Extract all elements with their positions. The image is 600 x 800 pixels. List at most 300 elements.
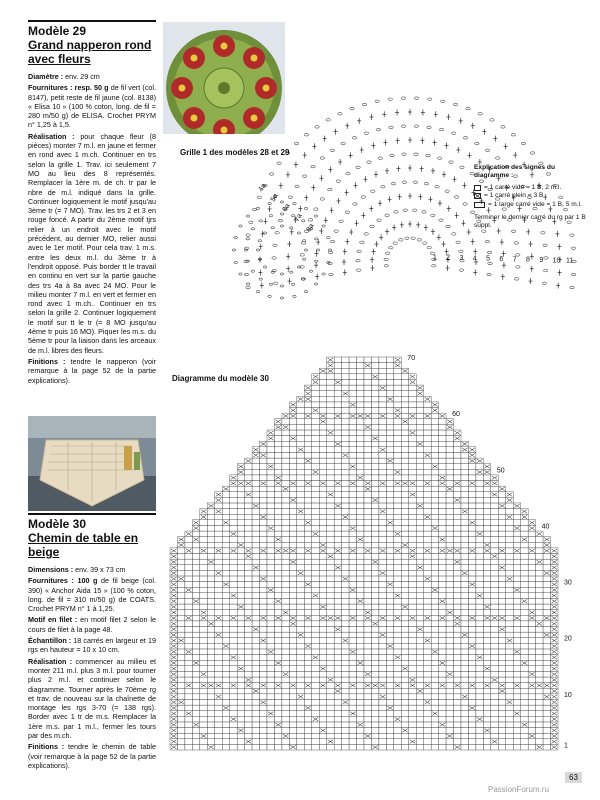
filet-cell [409, 396, 416, 402]
filet-cell [416, 497, 423, 503]
filet-cell [416, 525, 423, 531]
filet-cell [379, 739, 386, 745]
round-a-label: 6a [281, 202, 292, 213]
filet-cell [424, 733, 431, 739]
filet-cell [394, 385, 401, 391]
filet-cell [342, 525, 349, 531]
filet-cell [476, 683, 483, 689]
filet-cell [371, 402, 378, 408]
filet-cell [260, 565, 267, 571]
filet-cell [439, 716, 446, 722]
filet-cell [498, 677, 505, 683]
filet-cell [521, 615, 528, 621]
chain-stitch-mark [280, 213, 284, 215]
filet-cell [543, 677, 550, 683]
filet-cell [237, 554, 244, 560]
filet-cell [297, 537, 304, 543]
filet-cell [245, 497, 252, 503]
filet-cell [476, 666, 483, 672]
filet-cell [304, 744, 311, 750]
filet-cell [274, 486, 281, 492]
filet-cell [192, 638, 199, 644]
filet-cell [312, 638, 319, 644]
filet-cell [319, 396, 326, 402]
chain-stitch-mark [446, 225, 450, 227]
filet-cell [401, 705, 408, 711]
filet-cell [230, 739, 237, 745]
chain-stitch-mark [322, 225, 326, 227]
filet-cell [386, 733, 393, 739]
filet-cell [245, 694, 252, 700]
filet-cell [327, 632, 334, 638]
filet-cell [439, 525, 446, 531]
filet-cell [177, 593, 184, 599]
filet-cell [528, 582, 535, 588]
filet-cell [446, 436, 453, 442]
filet-cell [521, 728, 528, 734]
filet-cell [297, 531, 304, 537]
filet-cell [357, 385, 364, 391]
filet-cell [483, 677, 490, 683]
filet-cell [230, 610, 237, 616]
filet-cell [386, 537, 393, 543]
filet-cell [386, 711, 393, 717]
filet-cell [230, 638, 237, 644]
chain-stitch-mark [280, 285, 284, 287]
filet-cell [357, 531, 364, 537]
filet-cell [349, 531, 356, 537]
filet-cell [364, 565, 371, 571]
filet-cell [416, 464, 423, 470]
chain-stitch-mark [314, 208, 318, 210]
filet-cell [386, 666, 393, 672]
filet-cell [528, 626, 535, 632]
filet-cell [252, 492, 259, 498]
filet-cell [357, 525, 364, 531]
filet-cell [304, 436, 311, 442]
filet-cell [342, 481, 349, 487]
filet-cell [439, 559, 446, 565]
filet-cell [424, 598, 431, 604]
filet-cell [274, 441, 281, 447]
filet-cell [468, 570, 475, 576]
chain-stitch-mark [378, 157, 382, 159]
filet-cell [245, 699, 252, 705]
filet-cell [304, 576, 311, 582]
filet-cell [230, 559, 237, 565]
filet-cell [245, 587, 252, 593]
filet-cell [304, 452, 311, 458]
filet-cell [386, 649, 393, 655]
round-a-label: 4a [257, 182, 268, 193]
filet-cell [536, 582, 543, 588]
filet-cell [282, 565, 289, 571]
filet-cell [439, 733, 446, 739]
filet-cell [431, 739, 438, 745]
filet-cell [274, 744, 281, 750]
filet-cell [386, 542, 393, 548]
filet-cell [536, 655, 543, 661]
filet-cell [431, 486, 438, 492]
filet-cell [222, 509, 229, 515]
filet-cell [513, 593, 520, 599]
filet-cell [446, 565, 453, 571]
filet-cell [192, 559, 199, 565]
filet-cell [386, 464, 393, 470]
filet-cell [454, 554, 461, 560]
filet-cell [371, 486, 378, 492]
filet-cell [342, 565, 349, 571]
filet-cell [177, 671, 184, 677]
filet-cell [543, 559, 550, 565]
filet-cell [230, 671, 237, 677]
filet-cell [349, 643, 356, 649]
chain-stitch-mark [431, 214, 435, 216]
filet-cell [498, 728, 505, 734]
filet-cell [371, 441, 378, 447]
filet-cell [446, 683, 453, 689]
filet-cell [431, 621, 438, 627]
filet-cell [386, 469, 393, 475]
filet-cell [237, 660, 244, 666]
filet-cell [394, 503, 401, 509]
filet-cell [327, 699, 334, 705]
filet-cell [222, 739, 229, 745]
filet-cell [349, 705, 356, 711]
filet-cell [177, 548, 184, 554]
filet-cell [319, 716, 326, 722]
filet-cell [230, 570, 237, 576]
filet-cell [521, 739, 528, 745]
filet-cell [416, 643, 423, 649]
filet-cell [521, 632, 528, 638]
filet-cell [230, 621, 237, 627]
filet-cell [364, 626, 371, 632]
filet-cell [513, 632, 520, 638]
chain-stitch-mark [544, 257, 548, 259]
filet-cell [260, 542, 267, 548]
filet-cell [327, 509, 334, 515]
filet-cell [483, 554, 490, 560]
filet-cell [245, 688, 252, 694]
filet-cell [386, 688, 393, 694]
filet-cell [267, 441, 274, 447]
filet-cell [349, 559, 356, 565]
filet-cell [304, 492, 311, 498]
filet-cell [274, 452, 281, 458]
filet-cell [468, 688, 475, 694]
filet-cell [319, 424, 326, 430]
chain-stitch-mark [353, 203, 357, 205]
filet-cell [245, 525, 252, 531]
filet-cell [506, 688, 513, 694]
filet-cell [364, 598, 371, 604]
chain-stitch-mark [546, 173, 550, 175]
chain-stitch-mark [571, 247, 575, 249]
filet-cell [207, 643, 214, 649]
chain-stitch-mark [311, 165, 315, 167]
filet-cell [386, 368, 393, 374]
filet-cell [446, 464, 453, 470]
filet-cell [394, 660, 401, 666]
filet-cell [401, 509, 408, 515]
filet-cell [327, 514, 334, 520]
filet-cell [349, 688, 356, 694]
filet-cell [446, 699, 453, 705]
filet-cell [245, 705, 252, 711]
chain-stitch-mark [269, 283, 273, 285]
chain-stitch-mark [411, 237, 415, 239]
filet-cell [289, 542, 296, 548]
filet-cell [416, 531, 423, 537]
chain-stitch-mark [362, 103, 366, 105]
page-number: 63 [565, 772, 582, 783]
filet-cell [439, 520, 446, 526]
filet-cell [528, 699, 535, 705]
filet-cell [394, 576, 401, 582]
filet-cell [424, 537, 431, 543]
chain-stitch-mark [391, 183, 395, 185]
filet-cell [394, 621, 401, 627]
chain-stitch-mark [232, 249, 236, 251]
chain-stitch-mark [291, 283, 295, 285]
filet-cell [349, 447, 356, 453]
filet-cell [349, 728, 356, 734]
filet-cell [312, 542, 319, 548]
filet-cell [304, 621, 311, 627]
filet-cell [491, 610, 498, 616]
filet-cell [222, 632, 229, 638]
filet-cell [454, 458, 461, 464]
filet-cell [409, 469, 416, 475]
filet-cell [237, 626, 244, 632]
chain-stitch-mark [398, 239, 402, 241]
filet-cell [222, 503, 229, 509]
filet-cell [401, 441, 408, 447]
filet-cell [461, 677, 468, 683]
filet-cell [483, 486, 490, 492]
chain-stitch-mark [269, 173, 273, 175]
filet-cell [289, 531, 296, 537]
filet-cell [483, 649, 490, 655]
filet-cell [468, 531, 475, 537]
filet-cell [222, 537, 229, 543]
filet-cell [439, 655, 446, 661]
filet-cell [260, 464, 267, 470]
filet-cell [409, 447, 416, 453]
filet-cell [252, 716, 259, 722]
filet-cell [297, 722, 304, 728]
filet-cell [416, 655, 423, 661]
filet-cell [357, 744, 364, 750]
filet-cell [416, 683, 423, 689]
filet-cell [371, 626, 378, 632]
filet-cell [431, 458, 438, 464]
filet-cell [498, 705, 505, 711]
chain-stitch-mark [327, 236, 331, 238]
filet-cell [401, 391, 408, 397]
chain-stitch-mark [427, 126, 431, 128]
filet-cell [379, 638, 386, 644]
filet-cell [192, 643, 199, 649]
filet-cell [282, 699, 289, 705]
filet-cell [528, 632, 535, 638]
filet-cell [319, 582, 326, 588]
filet-cell [379, 503, 386, 509]
filet-cell [319, 655, 326, 661]
filet-cell [364, 649, 371, 655]
filet-cell [379, 660, 386, 666]
filet-cell [506, 537, 513, 543]
filet-cell [498, 699, 505, 705]
filet-cell [483, 520, 490, 526]
filet-cell [401, 548, 408, 554]
filet-cell [454, 565, 461, 571]
filet-cell [394, 728, 401, 734]
filet-cell [394, 368, 401, 374]
filet-cell [379, 458, 386, 464]
chain-stitch-mark [370, 225, 374, 227]
filet-cell [506, 694, 513, 700]
filet-cell [252, 699, 259, 705]
round-number-label: 4 [472, 255, 477, 263]
filet-cell [357, 570, 364, 576]
filet-cell [207, 649, 214, 655]
chain-stitch-mark [246, 238, 250, 240]
filet-cell [207, 509, 214, 515]
filet-cell [282, 559, 289, 565]
filet-cell [282, 570, 289, 576]
filet-cell [431, 542, 438, 548]
filet-cell [245, 649, 252, 655]
filet-cell [446, 503, 453, 509]
chain-stitch-mark [393, 242, 397, 244]
chain-stitch-mark [559, 196, 563, 198]
filet-cell [401, 475, 408, 481]
filet-cell [476, 559, 483, 565]
filet-cell [185, 643, 192, 649]
filet-cell [506, 744, 513, 750]
chain-stitch-mark [414, 125, 418, 127]
filet-cell [439, 469, 446, 475]
filet-cell [468, 716, 475, 722]
filet-cell [274, 733, 281, 739]
filet-cell [274, 503, 281, 509]
filet-cell [506, 716, 513, 722]
filet-cell [215, 744, 222, 750]
filet-cell [222, 604, 229, 610]
filet-cell [304, 424, 311, 430]
filet-cell [312, 570, 319, 576]
filet-cell [394, 739, 401, 745]
filet-cell [483, 503, 490, 509]
filet-cell [245, 716, 252, 722]
filet-cell [476, 582, 483, 588]
filet-cell [513, 728, 520, 734]
filet-cell [431, 582, 438, 588]
filet-cell [454, 441, 461, 447]
filet-cell [476, 503, 483, 509]
filet-cell [207, 733, 214, 739]
filet-cell [252, 598, 259, 604]
filet-cell [342, 626, 349, 632]
round-number-label: 3 [459, 255, 464, 263]
filet-cell [379, 655, 386, 661]
filet-cell [409, 531, 416, 537]
filet-cell [289, 469, 296, 475]
filet-cell [252, 576, 259, 582]
filet-cell [327, 705, 334, 711]
filet-cell [491, 694, 498, 700]
filet-cell [282, 525, 289, 531]
filet-cell [394, 419, 401, 425]
filet-cell [327, 525, 334, 531]
filet-cell [409, 514, 416, 520]
filet-cell [274, 492, 281, 498]
filet-cell [536, 649, 543, 655]
filet-cell [371, 733, 378, 739]
paragraph-text: 18 carrés en largeur et 19 rgs en hauteur = 10 x 10 cm. [28, 636, 157, 655]
filet-cell [476, 744, 483, 750]
filet-cell [521, 699, 528, 705]
filet-cell [476, 722, 483, 728]
chain-stitch-mark [246, 286, 250, 288]
filet-cell [454, 666, 461, 672]
filet-cell [409, 699, 416, 705]
filet-cell [468, 469, 475, 475]
filet-cell [177, 604, 184, 610]
filet-cell [401, 447, 408, 453]
filet-cell [349, 408, 356, 414]
filet-cell [528, 598, 535, 604]
chain-stitch-mark [543, 244, 547, 246]
filet-cell [185, 559, 192, 565]
filet-cell [289, 486, 296, 492]
filet-cell [528, 587, 535, 593]
filet-cell [364, 744, 371, 750]
filet-cell [446, 666, 453, 672]
filet-cell [252, 537, 259, 543]
filet-cell [334, 649, 341, 655]
filet-cell [260, 632, 267, 638]
filet-cell [312, 402, 319, 408]
filet-cell [409, 525, 416, 531]
filet-cell [200, 621, 207, 627]
filet-cell [498, 632, 505, 638]
filet-cell [468, 593, 475, 599]
filet-cell [476, 739, 483, 745]
filet-cell [424, 497, 431, 503]
filet-cell [401, 744, 408, 750]
filet-cell [342, 379, 349, 385]
filet-cell [513, 604, 520, 610]
filet-cell [379, 430, 386, 436]
filet-cell [297, 582, 304, 588]
filet-cell [439, 649, 446, 655]
chain-stitch-mark [304, 134, 308, 136]
filet-cell [230, 587, 237, 593]
filet-cell [439, 610, 446, 616]
filet-cell [521, 525, 528, 531]
filet-cell [409, 655, 416, 661]
filet-cell [185, 716, 192, 722]
filet-cell [207, 626, 214, 632]
filet-cell [536, 733, 543, 739]
filet-cell [401, 537, 408, 543]
filet-cell [386, 430, 393, 436]
chain-stitch-mark [451, 132, 455, 134]
filet-cell [528, 694, 535, 700]
